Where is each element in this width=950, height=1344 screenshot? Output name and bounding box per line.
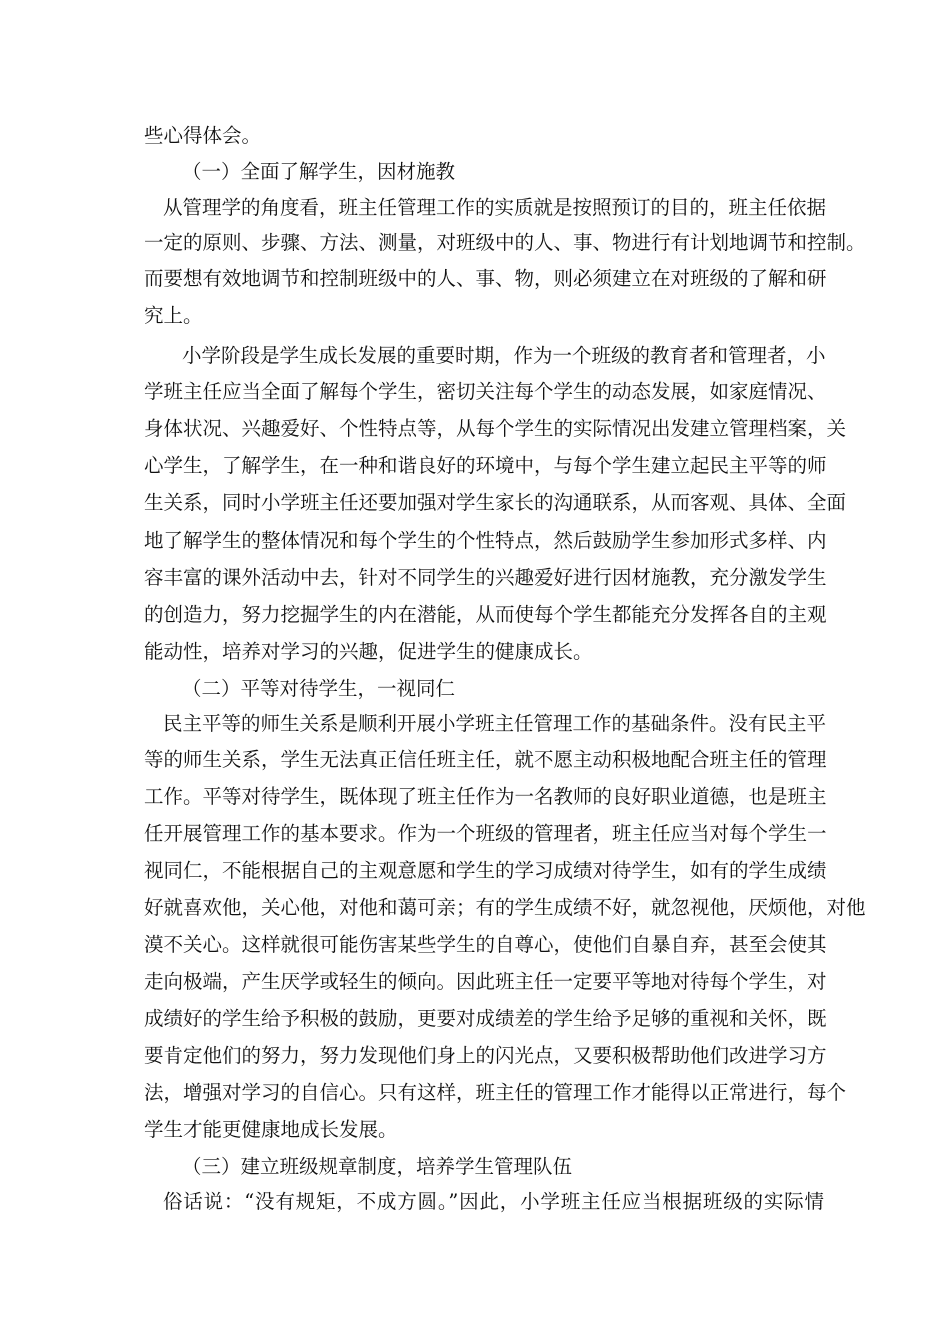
text-line: 从管理学的角度看，班主任管理工作的实质就是按照预订的目的，班主任依据 — [163, 196, 827, 219]
text-line: 工作。平等对待学生，既体现了班主任作为一名教师的良好职业道德，也是班主 — [144, 785, 827, 808]
text-line: 学生才能更健康地成长发展。 — [144, 1118, 398, 1141]
text-line: 要肯定他们的努力，努力发现他们身上的闪光点，又要积极帮助他们改进学习方 — [144, 1044, 827, 1067]
section-heading-2: （二）平等对待学生，一视同仁 — [182, 677, 456, 700]
text-line: 学班主任应当全面了解每个学生，密切关注每个学生的动态发展，如家庭情况、 — [144, 380, 827, 403]
text-line: 小学阶段是学生成长发展的重要时期，作为一个班级的教育者和管理者，小 — [182, 344, 826, 367]
text-line: 一定的原则、步骤、方法、测量，对班级中的人、事、物进行有计划地调节和控制。 — [144, 231, 866, 254]
section-heading-1: （一）全面了解学生，因材施教 — [182, 160, 456, 183]
text-line: 俗话说：“没有规矩，不成方圆。”因此，小学班主任应当根据班级的实际情 — [163, 1190, 824, 1213]
text-line: 视同仁，不能根据自己的主观意愿和学生的学习成绩对待学生，如有的学生成绩 — [144, 859, 827, 882]
text-line: 等的师生关系，学生无法真正信任班主任，就不愿主动积极地配合班主任的管理 — [144, 748, 827, 771]
section-heading-3: （三）建立班级规章制度，培养学生管理队伍 — [182, 1155, 573, 1178]
text-line: 走向极端，产生厌学或轻生的倾向。因此班主任一定要平等地对待每个学生，对 — [144, 970, 827, 993]
text-line: 究上。 — [144, 304, 203, 327]
text-line: 好就喜欢他，关心他，对他和蔼可亲；有的学生成绩不好，就忽视他，厌烦他，对他 — [144, 896, 866, 919]
text-line: 成绩好的学生给予积极的鼓励，更要对成绩差的学生给予足够的重视和关怀，既 — [144, 1007, 827, 1030]
text-line: 而要想有效地调节和控制班级中的人、事、物，则必须建立在对班级的了解和研 — [144, 267, 827, 290]
text-line: 些心得体会。 — [144, 124, 262, 147]
text-line: 的创造力，努力挖掘学生的内在潜能，从而使每个学生都能充分发挥各自的主观 — [144, 603, 827, 626]
text-line: 法，增强对学习的自信心。只有这样，班主任的管理工作才能得以正常进行，每个 — [144, 1081, 847, 1104]
text-line: 能动性，培养对学习的兴趣，促进学生的健康成长。 — [144, 640, 593, 663]
text-line: 漠不关心。这样就很可能伤害某些学生的自尊心，使他们自暴自弃，甚至会使其 — [144, 933, 827, 956]
text-line: 生关系，同时小学班主任还要加强对学生家长的沟通联系，从而客观、具体、全面 — [144, 491, 847, 514]
text-line: 地了解学生的整体情况和每个学生的个性特点，然后鼓励学生参加形式多样、内 — [144, 529, 827, 552]
text-line: 任开展管理工作的基本要求。作为一个班级的管理者，班主任应当对每个学生一 — [144, 822, 827, 845]
text-line: 民主平等的师生关系是顺利开展小学班主任管理工作的基础条件。没有民主平 — [163, 712, 827, 735]
text-line: 身体状况、兴趣爱好、个性特点等，从每个学生的实际情况出发建立管理档案，关 — [144, 417, 847, 440]
text-line: 心学生，了解学生，在一种和谐良好的环境中，与每个学生建立起民主平等的师 — [144, 454, 827, 477]
text-line: 容丰富的课外活动中去，针对不同学生的兴趣爱好进行因材施教，充分激发学生 — [144, 566, 827, 589]
